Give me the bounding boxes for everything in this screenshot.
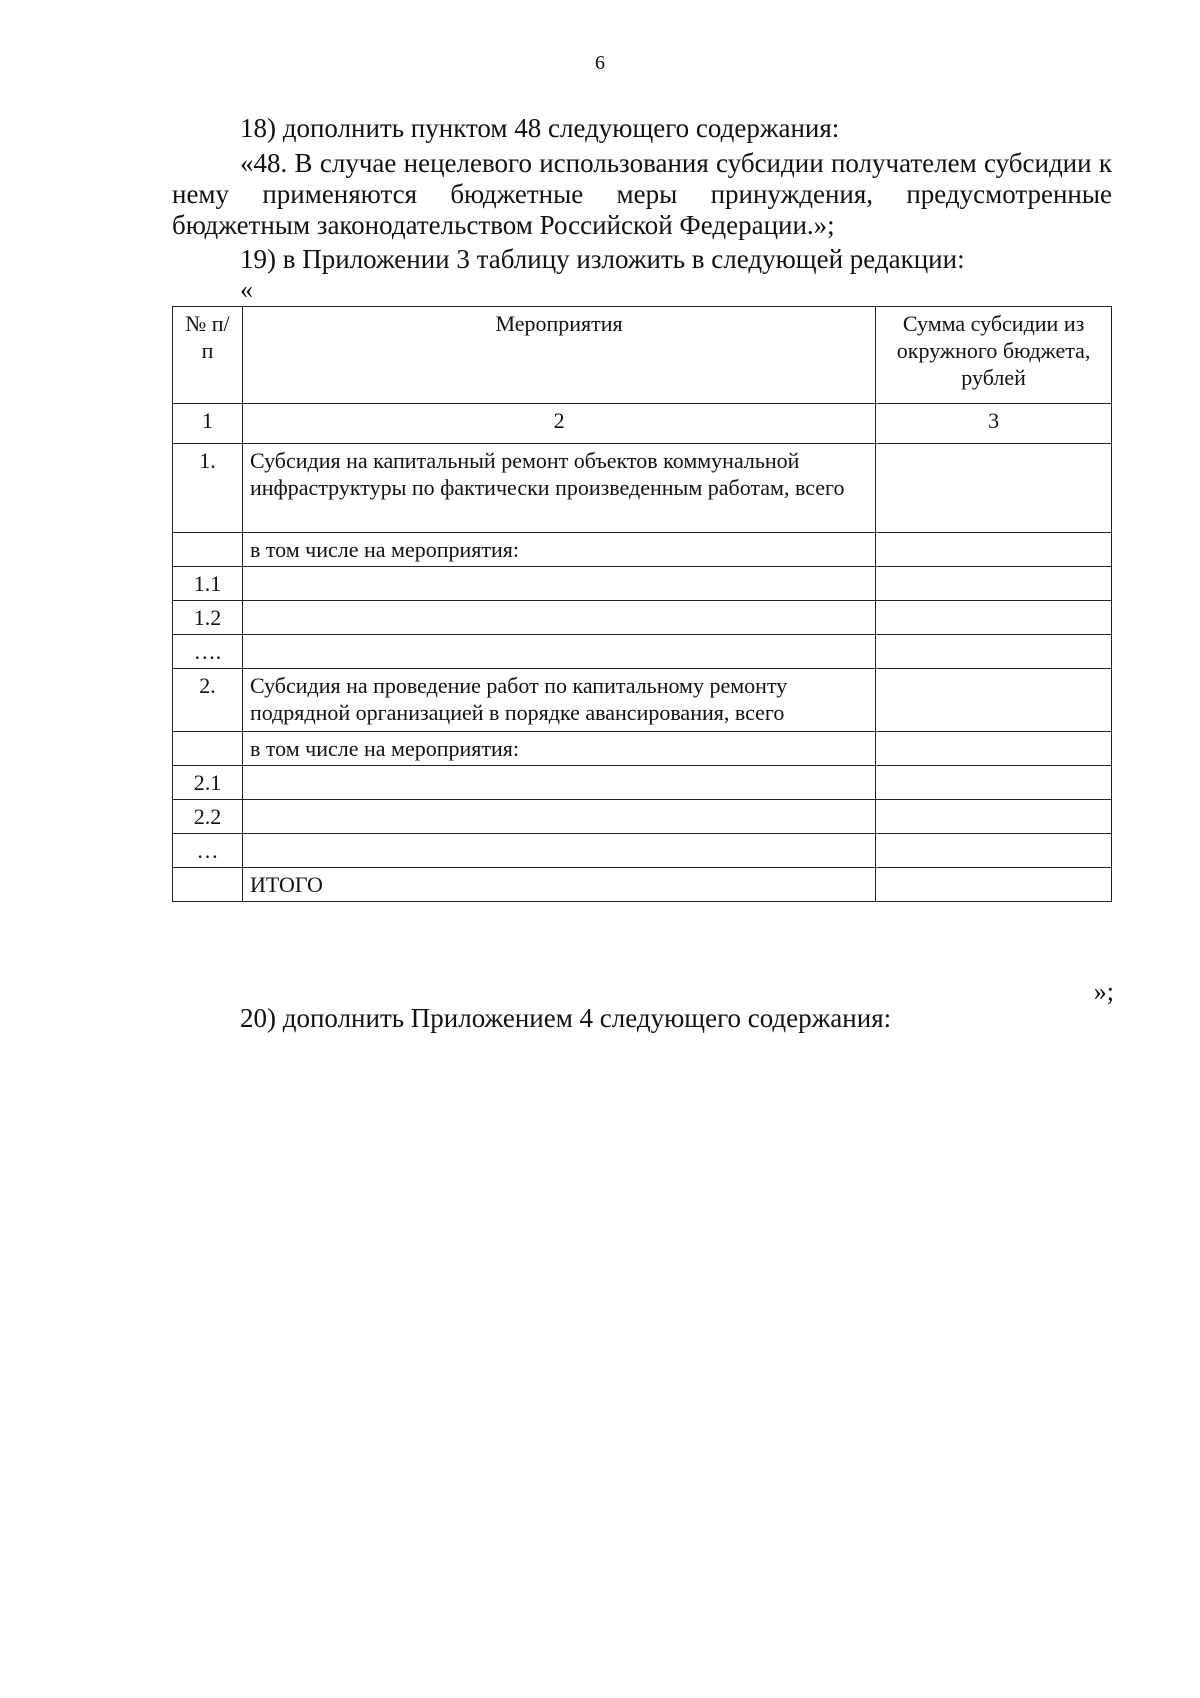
- row-activity: Субсидия на проведение работ по капитальному ремонту подрядной организацией в порядке авансирования, всего: [242, 669, 875, 732]
- table-row: [173, 567, 1112, 601]
- row-num: [173, 533, 243, 567]
- paragraph-item-20: 20) дополнить Приложением 4 следующего содержания:: [240, 1003, 892, 1033]
- row-amount: [876, 533, 1112, 567]
- table-row: [173, 766, 1112, 800]
- table-row: [173, 444, 1112, 533]
- header-amount: [876, 307, 1112, 404]
- row-amount: [876, 444, 1112, 533]
- row-num: 2.2: [173, 800, 243, 834]
- row-activity-total: ИТОГО: [242, 868, 875, 902]
- row-num: 2.: [173, 669, 243, 732]
- row-num: 2.1: [173, 766, 243, 800]
- row-amount: [876, 732, 1112, 766]
- row-amount: [876, 601, 1112, 635]
- row-num: 1.2: [173, 601, 243, 635]
- row-amount: [876, 868, 1112, 902]
- row-activity: [242, 800, 875, 834]
- row-num: …: [173, 834, 243, 868]
- row-amount: [876, 635, 1112, 669]
- row-activity: в том числе на мероприятия:: [242, 732, 875, 766]
- header-num: [173, 307, 243, 404]
- paragraph-item-19: 19) в Приложении 3 таблицу изложить в следующей редакции:: [240, 244, 965, 274]
- row-activity: [242, 834, 875, 868]
- header-activity-label: Мероприятия: [495, 311, 623, 336]
- table-open-quote: «: [240, 275, 253, 304]
- row-activity: Субсидия на капитальный ремонт объектов коммунальной инфраструктуры по фактически произведенным работам, всего: [242, 444, 875, 533]
- table-row: [173, 601, 1112, 635]
- column-number: 2: [242, 404, 875, 444]
- header-num-label: № п/п: [185, 311, 230, 363]
- column-number: 3: [876, 404, 1112, 444]
- subsidy-table: [172, 306, 1112, 902]
- row-activity: в том числе на мероприятия:: [242, 533, 875, 567]
- table-row: [173, 533, 1112, 567]
- row-amount: [876, 669, 1112, 732]
- header-amount-label: Сумма субсидии из окружного бюджета, рублей: [896, 311, 1091, 390]
- row-num: ….: [173, 635, 243, 669]
- column-number: 1: [173, 404, 243, 444]
- table-row-total: [173, 868, 1112, 902]
- row-num: 1.: [173, 444, 243, 533]
- header-activity: [242, 307, 875, 404]
- paragraph-item-18: 18) дополнить пунктом 48 следующего содержания:: [240, 113, 840, 143]
- row-amount: [876, 834, 1112, 868]
- paragraph-clause-48: «48. В случае нецелевого использования субсидии получателем субсидии к нему применяются бюджетные меры принуждения, предусмотренные бюджетным законодательством Российской Федерации.»;: [172, 148, 1112, 240]
- column-number-row: [173, 404, 1112, 444]
- table-row: [173, 669, 1112, 732]
- table-row: [173, 834, 1112, 868]
- row-amount: [876, 567, 1112, 601]
- row-activity: [242, 601, 875, 635]
- row-num: 1.1: [173, 567, 243, 601]
- row-num: [173, 868, 243, 902]
- table-row: [173, 635, 1112, 669]
- row-num: [173, 732, 243, 766]
- page-number: 6: [595, 52, 605, 74]
- table-row: [173, 800, 1112, 834]
- row-amount: [876, 766, 1112, 800]
- row-amount: [876, 800, 1112, 834]
- row-activity: [242, 766, 875, 800]
- row-activity: [242, 567, 875, 601]
- row-activity: [242, 635, 875, 669]
- table-close-quote: »;: [1093, 977, 1114, 1006]
- table-row: [173, 732, 1112, 766]
- table-header-row: [173, 307, 1112, 404]
